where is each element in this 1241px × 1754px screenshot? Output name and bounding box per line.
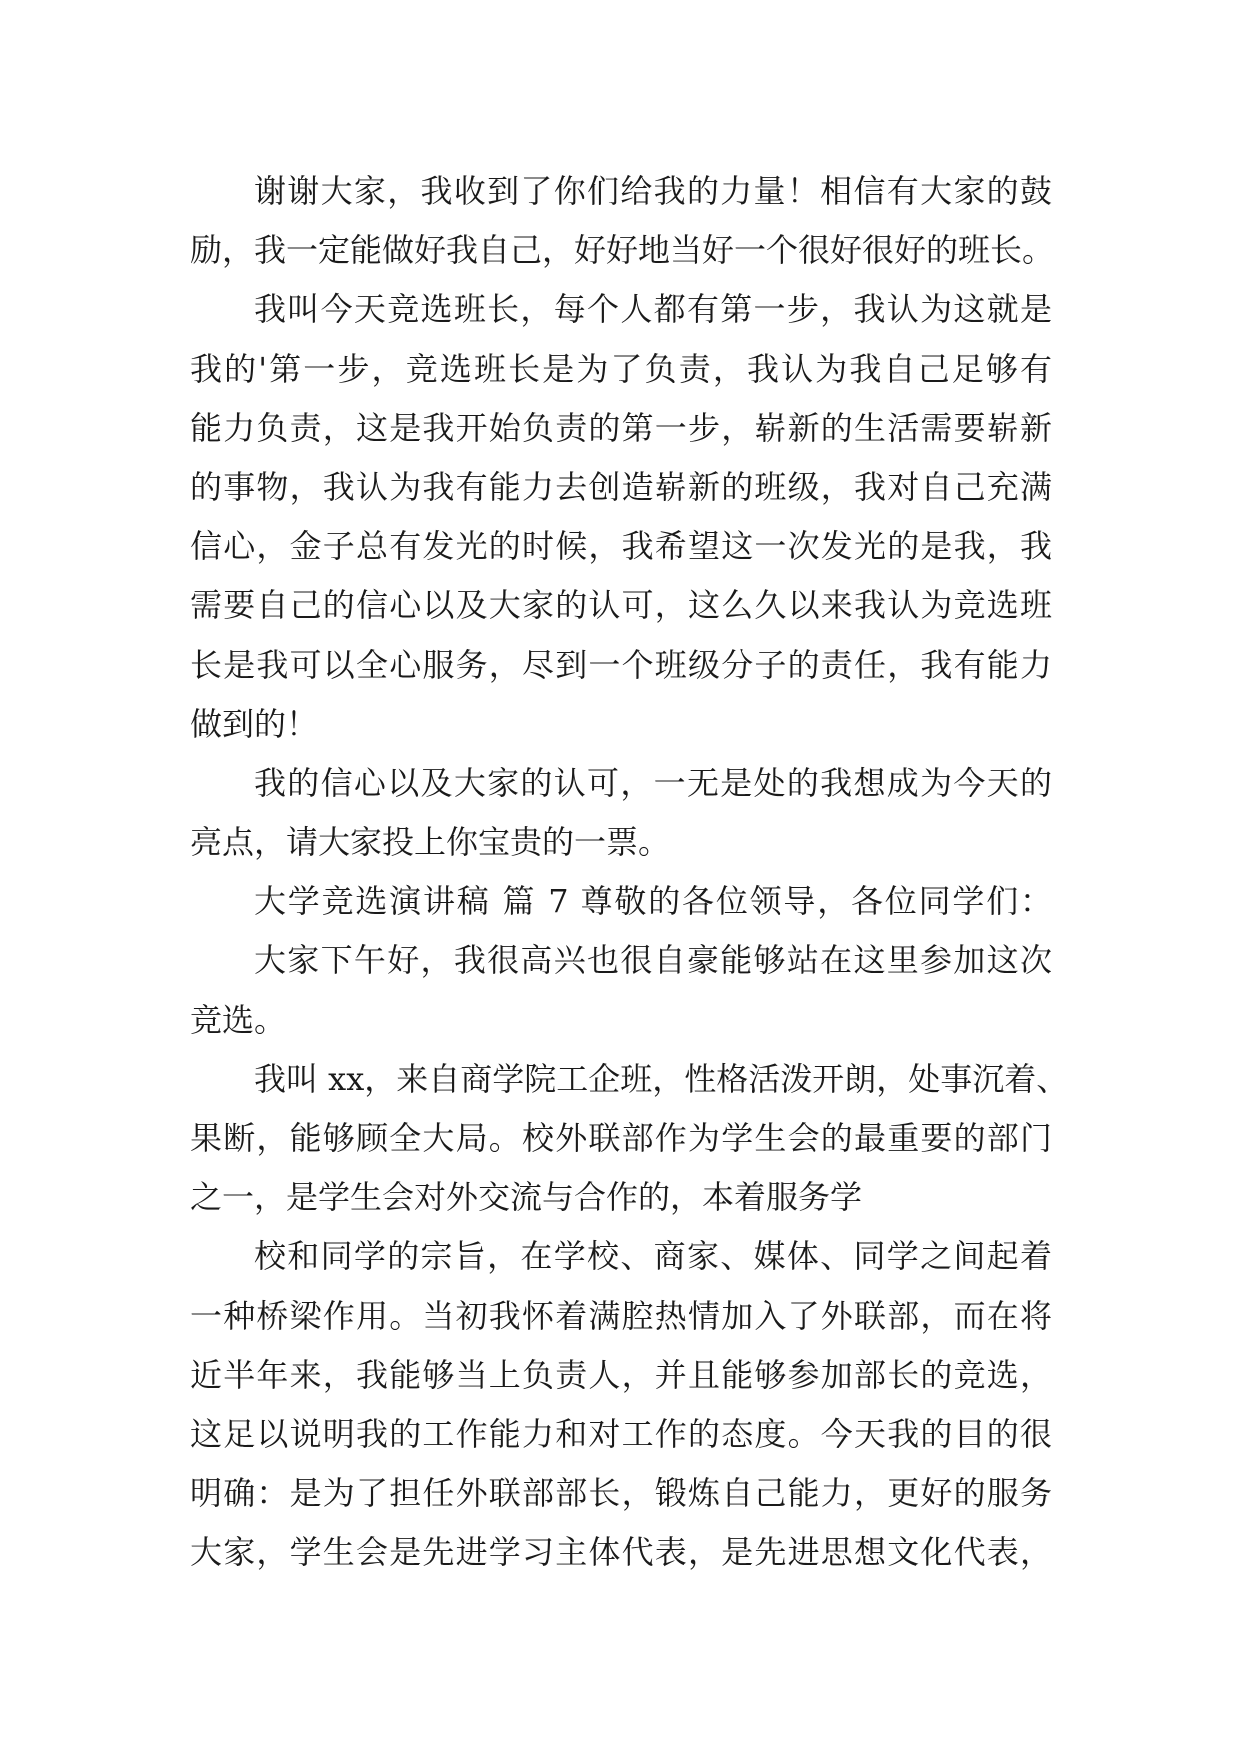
text-line: 这足以说明我的工作能力和对工作的态度。今天我的目的很 <box>190 1414 1052 1453</box>
text-line: 我的'第一步，竞选班长是为了负责，我认为我自己足够有 <box>190 349 1052 388</box>
text-line: 谢谢大家，我收到了你们给我的力量！相信有大家的鼓 <box>254 172 1052 210</box>
text-line: 我的信心以及大家的认可，一无是处的我想成为今天的 <box>254 763 1052 802</box>
text-line: 竞选。 <box>190 1000 287 1039</box>
text-line: 需要自己的信心以及大家的认可，这么久以来我认为竞选班 <box>190 586 1052 625</box>
text-line: 我叫今天竞选班长，每个人都有第一步，我认为这就是 <box>254 290 1052 329</box>
text-line: 明确：是为了担任外联部部长，锻炼自己能力，更好的服务 <box>190 1474 1052 1513</box>
text-line: 的事物，我认为我有能力去创造崭新的班级，我对自己充满 <box>190 467 1052 506</box>
text-line: 大家，学生会是先进学习主体代表，是先进思想文化代表， <box>190 1533 1052 1572</box>
body-text <box>190 162 1069 1583</box>
text-line: 我叫 xx，来自商学院工企班，性格活泼开朗，处事沉着、 <box>254 1059 1069 1098</box>
section-heading: 大学竞选演讲稿 篇 7 尊敬的各位领导，各位同学们： <box>254 882 1052 921</box>
text-line: 长是我可以全心服务，尽到一个班级分子的责任，我有能力 <box>190 645 1052 684</box>
text-line: 励，我一定能做好我自己，好好地当好一个很好很好的班长。 <box>190 231 1055 270</box>
text-line: 信心，金子总有发光的时候，我希望这一次发光的是我，我 <box>190 527 1052 566</box>
text-line: 果断，能够顾全大局。校外联部作为学生会的最重要的部门 <box>190 1119 1052 1157</box>
text-line: 近半年来，我能够当上负责人，并且能够参加部长的竞选， <box>190 1355 1052 1394</box>
text-line: 大家下午好，我很高兴也很自豪能够站在这里参加这次 <box>254 941 1052 980</box>
text-line: 能力负责，这是我开始负责的第一步，崭新的生活需要崭新 <box>190 408 1052 447</box>
text-line: 校和同学的宗旨，在学校、商家、媒体、同学之间起着 <box>254 1237 1052 1276</box>
text-line: 一种桥梁作用。当初我怀着满腔热情加入了外联部，而在将 <box>190 1296 1052 1335</box>
text-line: 亮点，请大家投上你宝贵的一票。 <box>190 823 671 862</box>
text-line: 之一，是学生会对外交流与合作的，本着服务学 <box>190 1178 863 1217</box>
text-line: 做到的！ <box>190 704 319 743</box>
